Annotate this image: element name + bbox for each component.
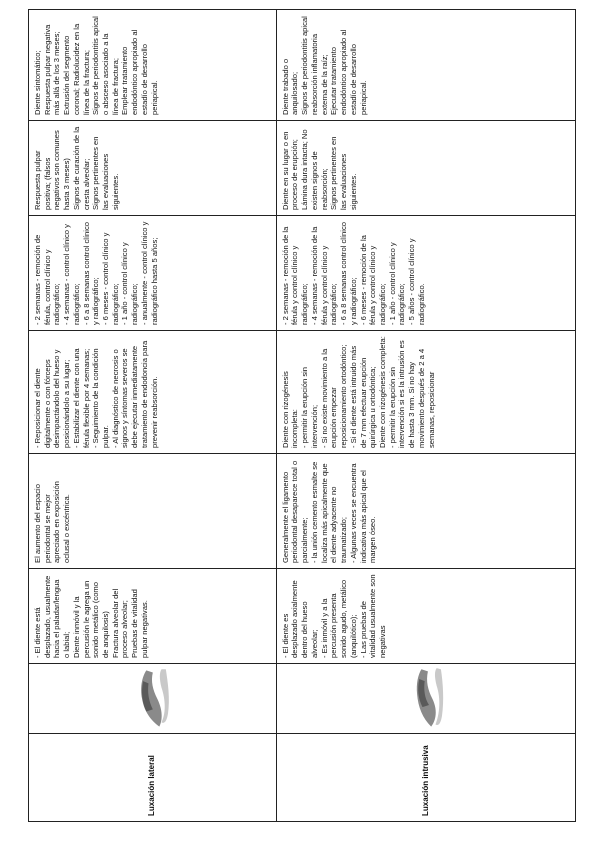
favorable-cell: Respuesta pulpar positiva; (falsos negativos son comunes hasta 3 meses) Signos de curación de la cresta alveolar; Signos pertinentes en las evaluaciones siguientes.: [29, 121, 277, 216]
table-row: [29, 10, 277, 822]
row-title: Luxación lateral: [29, 734, 277, 822]
clinical-cell: - El diente está desplazado, usualmente hacia el paladar/lengua o labial; Diente inmóvil y la percusión le agrega un sonido metálico (como de anquilosis) Fractura alveolar del proceso alveolar; Pruebas de vitalidad pulpar negativas.: [29, 569, 277, 664]
followup-cell: - 2 semanas - remoción de férula, control clínico y radiográfico; - 4 semanas - control clínico y radiográfico; - 6 a 8 semanas control clínico y radiográfico; - 6 meses - control clínico y radiográfico; - 1 año - control clínico y radiográfico; - anualmente - control clínico y radiográfico hasta 5 años;: [29, 216, 277, 331]
radiographic-cell: Generalmente el ligamento periodontal desaparece total o parcialmente; - la unión cemento esmalte se localiza más apicalmente que el diente adyacente no traumatizado; - Algunas veces se encuentra indicativa más apical que el margen óseo.: [276, 454, 575, 569]
treatment-cell: - Reposicionar el diente digitalmente o con fórceps desimpactándolo del hueso y posicionándolo a su lugar; - Estabilizar el diente con una férula flexible por 4 semanas; - Seguimiento de la condición pulpar. - Al diagnóstico de necrosis o signos y síntomas severos se debe ejecutar inmediatamente tratamiento de endodoncia para prevenir reabsorción.: [29, 331, 277, 454]
rotated-table-wrapper: [28, 10, 576, 822]
tooth-image-cell: [276, 664, 575, 734]
favorable-cell: Diente en su lugar o en proceso de erupción; Lámina dura intacta; No existen signos de reabsorción; Signos pertinentes en las evaluaciones siguientes.: [276, 121, 575, 216]
tooth-illustration-icon: [129, 666, 172, 731]
followup-cell: - 2 semanas - remoción de la férula y control clínico y radiográfico; - 4 semanas - remoción de la férula y control clínico y radiográfico; - 6 a 8 semanas control clínico y radiográfico; - 6 meses - remoción de la férula y control clínico y radiográfico; - 1 año - control clínico y radiográfico; - 5 años - control clínico y radiográfico.: [276, 216, 575, 331]
clinical-cell: - El diente es desplazado axialmente dentro del hueso alveolar; - Es inmóvil y a la percusión presenta sonido agudo, metálico (anquilótico); - Las pruebas de vitalidad usualmente son negativas: [276, 569, 575, 664]
row-title: Luxación intrusiva: [276, 734, 575, 822]
tooth-illustration-icon: [403, 666, 446, 731]
table-row: [276, 10, 575, 822]
trauma-table: [28, 9, 576, 822]
radiographic-cell: El aumento del espacio periodontal se mejor apreciado en exposición oclusal o excéntrica.: [29, 454, 277, 569]
unfavorable-cell: Diente trabado o anquilosado; Signos de periodontitis apical reabsorción inflamatoria externa de la raíz; Ejecutar tratamiento endodóntico apropiado al estadío de desarrollo periapical.: [276, 10, 575, 121]
tooth-image-cell: [29, 664, 277, 734]
treatment-cell: Diente con rizogénesis incompleta: - permitir la erupción sin intervención; - Si no existe movimiento a la erupción empezar reposicionamiento ortodóntico; - Si el diente está intruido más de 7 mm efectuar erupción quirúrgica u ortodóntica; Diente con rizogénesis completa: - permitir la erupción sin intervención si es la intrusión es de hasta 3 mm. Si no hay movimiento después de 2 a 4 semanas, reposicionar: [276, 331, 575, 454]
unfavorable-cell: Diente sintomático; Respuesta pulpar negativa más allá de los 3 meses; Extrusión del segmento coronal; Radiolucidez en la línea de la fractura; Signos de periodontitis apical o absceso asociado a la línea de fractura; Emplear tratamiento endodóntico apropiado al estadío de desarrollo periapical.: [29, 10, 277, 121]
